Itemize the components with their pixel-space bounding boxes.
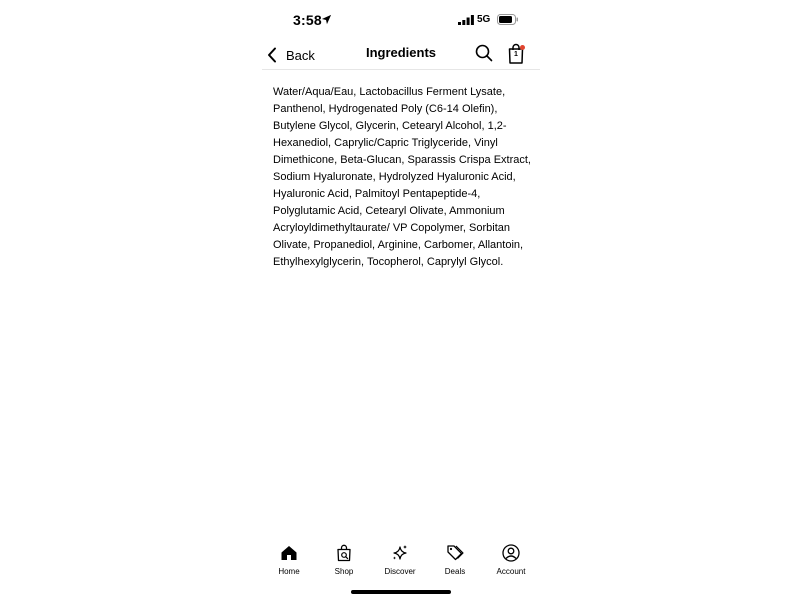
tab-bar [262,540,540,580]
bag-notification-dot [520,45,525,50]
nav-bar [262,40,540,70]
tab-home[interactable] [264,540,314,576]
tab-deals-label: Deals [444,567,466,576]
shopping-bag-button[interactable] [506,43,526,65]
tab-shop-label: Shop [334,567,354,576]
back-label: Back [286,47,315,63]
tab-home-label: Home [278,567,300,576]
signal-icon [458,15,474,25]
home-indicator [351,590,451,594]
status-bar [262,0,540,40]
tab-discover-label: Discover [384,567,416,576]
status-time: 3:58 [293,12,322,28]
bag-count: 1 [514,51,518,58]
page-title: Ingredients [365,45,437,60]
battery-icon [497,14,519,25]
shop-bag-icon [335,544,353,562]
network-label: 5G [477,14,491,25]
home-icon [280,544,298,562]
account-icon [502,544,520,562]
sparkles-icon [391,544,409,562]
tab-account-label: Account [496,567,526,576]
tags-icon [446,544,464,562]
location-arrow-icon [321,14,332,25]
search-icon[interactable] [475,44,493,62]
phone-screen [262,0,540,600]
tab-shop[interactable] [319,540,369,576]
ingredients-text: Water/Aqua/Eau, Lactobacillus Ferment Lysate, Panthenol, Hydrogenated Poly (C6-14 Olefin), Butylene Glycol, Glycerin, Cetearyl Alcohol, 1,2-Hexanediol, Caprylic/Capric Triglyceride, Vinyl Dimethicone, Beta-Glucan, Sparassis Crispa Extract, Sodium Hyaluronate, Hydrolyzed Hyaluronic Acid, Hyaluronic Acid, Palmitoyl Pentapeptide-4, Polyglutamic Acid, Cetearyl Olivate, Ammonium Acryloyldimethyltaurate/ VP Copolymer, Sorbitan Olivate, Propanediol, Arginine, Carbomer, Allantoin, Ethylhexylglycerin, Tocopherol, Caprylyl Glycol. [273,86,531,268]
tab-discover[interactable] [375,540,425,576]
tab-deals[interactable] [430,540,480,576]
tab-account[interactable] [486,540,536,576]
